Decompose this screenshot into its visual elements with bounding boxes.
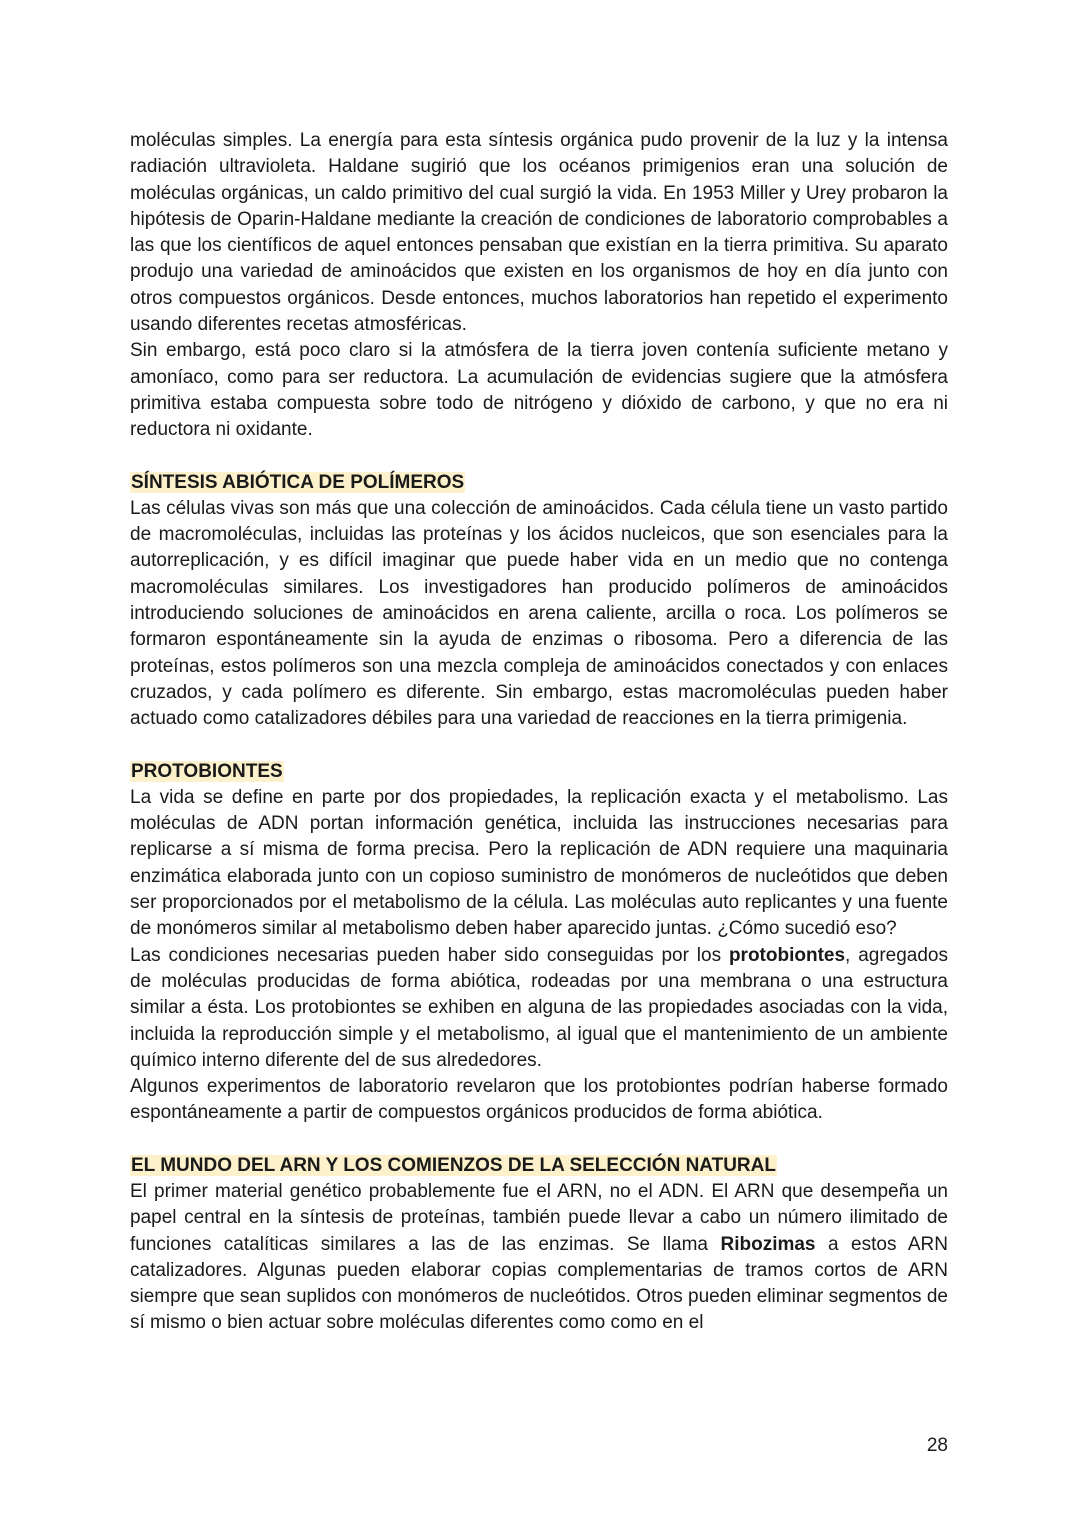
intro-paragraph-1: moléculas simples. La energía para esta síntesis orgánica pudo provenir de la luz y la intensa radiación ultravioleta. Haldane sugirió que los océanos primigenios eran una solución de moléculas orgánicas, un caldo primitivo del cual surgió la vida. En 1953 Miller y Urey probaron la hipótesis de Oparin-Haldane mediante la creación de condiciones de laboratorio comprobables a las que los científicos de aquel entonces pensaban que existían en la tierra primitiva. Su aparato produjo una variedad de aminoácidos que existen en los organismos de hoy en día junto con otros compuestos orgánicos. Desde entonces, muchos laboratorios han repetido el experimento usando diferentes recetas atmosféricas. xyxy=(130,130,948,336)
section-heading-sintesis xyxy=(130,470,948,496)
section-heading-label: EL MUNDO DEL ARN Y LOS COMIENZOS DE LA SELECCIÓN NATURAL xyxy=(131,1154,776,1176)
text-run: El primer material genético probablemente fue el ARN, no el ADN. El ARN que desempeña un papel central en la síntesis de proteínas, también puede llevar a cabo un número ilimitado de funciones catalíticas similares a las de las enzimas. Se llama xyxy=(130,1180,948,1255)
section-gap xyxy=(130,444,948,470)
protobiontes-paragraph-2 xyxy=(130,943,948,1074)
section-gap xyxy=(130,1127,948,1153)
text-run: a estos ARN catalizadores. Algunas pueden elaborar copias complementarias de tramos cortos de ARN siempre que sean suplidos con monómeros de nucleótidos. Otros pueden eliminar segmentos de sí mismo o bien actuar sobre moléculas diferentes como como en el xyxy=(130,1233,948,1334)
section-heading-label: PROTOBIONTES xyxy=(131,760,283,782)
section-heading-label: SÍNTESIS ABIÓTICA DE POLÍMEROS xyxy=(131,471,465,493)
bold-term-ribozimas: Ribozimas xyxy=(720,1233,816,1255)
text-run: , agregados de moléculas producidas de forma abiótica, rodeadas por una membrana o una estructura similar a ésta. Los protobiontes se exhiben en alguna de las propiedades asociadas con la vida, incluida la reproducción simple y el metabolismo, al igual que el mantenimiento de un ambiente químico interno diferente del de sus alrededores. xyxy=(130,944,948,1071)
intro-paragraph-2: Sin embargo, está poco claro si la atmósfera de la tierra joven contenía suficiente metano y amoníaco, como para ser reductora. La acumulación de evidencias sugiere que la atmósfera primitiva estaba compuesta sobre todo de nitrógeno y dióxido de carbono, y que no era ni reductora ni oxidante. xyxy=(130,340,948,441)
bold-term-protobiontes: protobiontes xyxy=(728,944,846,966)
section-heading-mundo-arn xyxy=(130,1153,948,1179)
sintesis-paragraph: Las células vivas son más que una colección de aminoácidos. Cada célula tiene un vasto partido de macromoléculas, incluidas las proteínas y los ácidos nucleicos, que son esenciales para la autorreplicación, y es difícil imaginar que puede haber vida en un medio que no contenga macromoléculas similares. Los investigadores han producido polímeros de aminoácidos introduciendo soluciones de aminoácidos en arena caliente, arcilla o roca. Los polímeros se formaron espontáneamente sin la ayuda de enzimas o ribosoma. Pero a diferencia de las proteínas, estos polímeros son una mezcla compleja de aminoácidos conectados y con enlaces cruzados, y cada polímero es diferente. Sin embargo, estas macromoléculas pueden haber actuado como catalizadores débiles para una variedad de reacciones en la tierra primigenia. xyxy=(130,497,948,730)
document-body xyxy=(130,128,948,1337)
page-number: 28 xyxy=(926,1435,948,1456)
text-run: Las condiciones necesarias pueden haber sido conseguidas por los xyxy=(130,944,729,966)
protobiontes-paragraph-3: Algunos experimentos de laboratorio revelaron que los protobiontes podrían haberse formado espontáneamente a partir de compuestos orgánicos producidos de forma abiótica. xyxy=(130,1076,948,1124)
section-heading-protobiontes xyxy=(130,759,948,785)
section-gap xyxy=(130,733,948,759)
protobiontes-paragraph-1: La vida se define en parte por dos propiedades, la replicación exacta y el metabolismo. Las moléculas de ADN portan información genética, incluida las instrucciones necesarias para replicarse a sí misma de forma precisa. Pero la replicación de ADN requiere una maquinaria enzimática elaborada junto con un copioso suministro de monómeros de nucleótidos que deben ser proporcionados por el metabolismo de la célula. Las moléculas auto replicantes y una fuente de monómeros similar al metabolismo deben haber aparecido juntas. ¿Cómo sucedió eso? xyxy=(130,786,948,940)
mundo-arn-paragraph xyxy=(130,1179,948,1337)
